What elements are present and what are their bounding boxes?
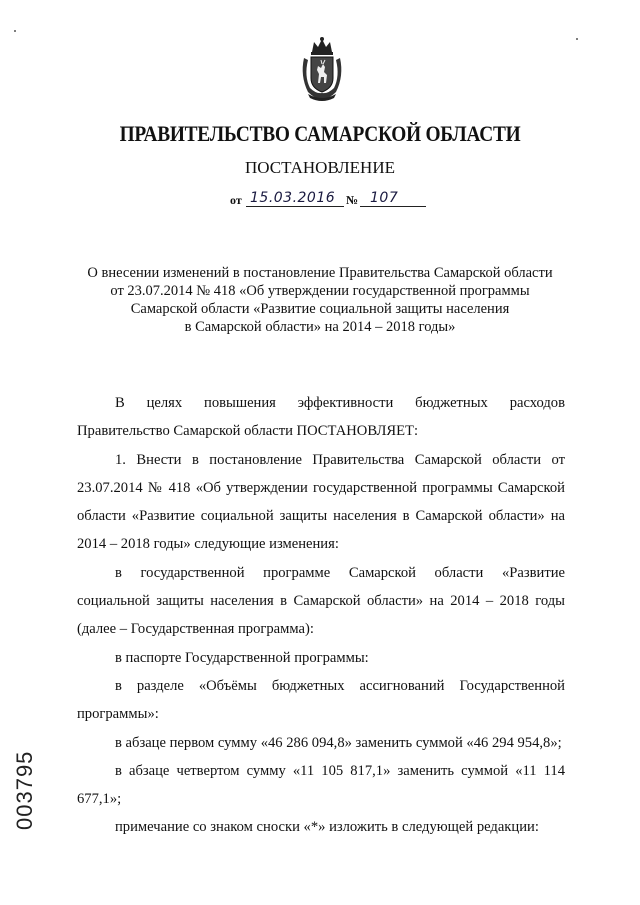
paragraph-footnote: примечание со знаком сноски «*» изложить в следующей редакции: bbox=[115, 819, 539, 836]
number-underline bbox=[360, 206, 426, 207]
date-value: 15.03.2016 bbox=[250, 190, 336, 206]
date-prefix: от bbox=[230, 193, 242, 207]
scan-speck bbox=[576, 38, 578, 40]
government-title: ПРАВИТЕЛЬСТВО САМАРСКОЙ ОБЛАСТИ bbox=[119, 121, 521, 146]
date-number-line bbox=[230, 190, 430, 210]
document-type: ПОСТАНОВЛЕНИЕ bbox=[244, 158, 395, 177]
document-body bbox=[77, 389, 565, 842]
paragraph-passport: в паспорте Государственной программы: bbox=[115, 649, 369, 666]
paragraph-first-amount: в абзаце первом сумму «46 286 094,8» заменить суммой «46 294 954,8»; bbox=[115, 734, 562, 751]
date-underline bbox=[246, 206, 344, 207]
paragraph-item-1: 1. Внести в постановление Правительства Самарской области от 23.07.2014 № 418 «Об утверждении государственной программы Самарской области «Развитие социальной защиты населения в Самарской области» на 2014 – 2018 годы» следующие изменения: bbox=[77, 451, 565, 553]
subject-line: Самарской области «Развитие социальной защиты населения bbox=[130, 301, 510, 317]
subject-line: О внесении изменений в постановление Правительства Самарской области bbox=[87, 265, 553, 281]
margin-serial-number: 003795 bbox=[12, 750, 37, 830]
subject-line: в Самарской области» на 2014 – 2018 годы» bbox=[184, 319, 456, 335]
paragraph-program: в государственной программе Самарской области «Развитие социальной защиты населения в Самарской области» на 2014 – 2018 годы (далее – Государственная программа): bbox=[77, 564, 565, 638]
subject-line: от 23.07.2014 № 418 «Об утверждении государственной программы bbox=[110, 283, 530, 299]
number-value: 107 bbox=[370, 190, 399, 206]
paragraph-preamble: В целях повышения эффективности бюджетных расходов Правительство Самарской области ПОСТАНОВЛЯЕТ: bbox=[77, 395, 565, 440]
number-prefix: № bbox=[346, 193, 359, 207]
scan-speck bbox=[14, 30, 16, 32]
paragraph-section: в разделе «Объёмы бюджетных ассигнований Государственной программы»: bbox=[77, 677, 565, 723]
document-subject bbox=[60, 264, 580, 336]
coat-of-arms-emblem bbox=[298, 36, 346, 102]
paragraph-fourth-amount: в абзаце четвертом сумму «11 105 817,1» заменить суммой «11 114 677,1»; bbox=[77, 762, 565, 808]
